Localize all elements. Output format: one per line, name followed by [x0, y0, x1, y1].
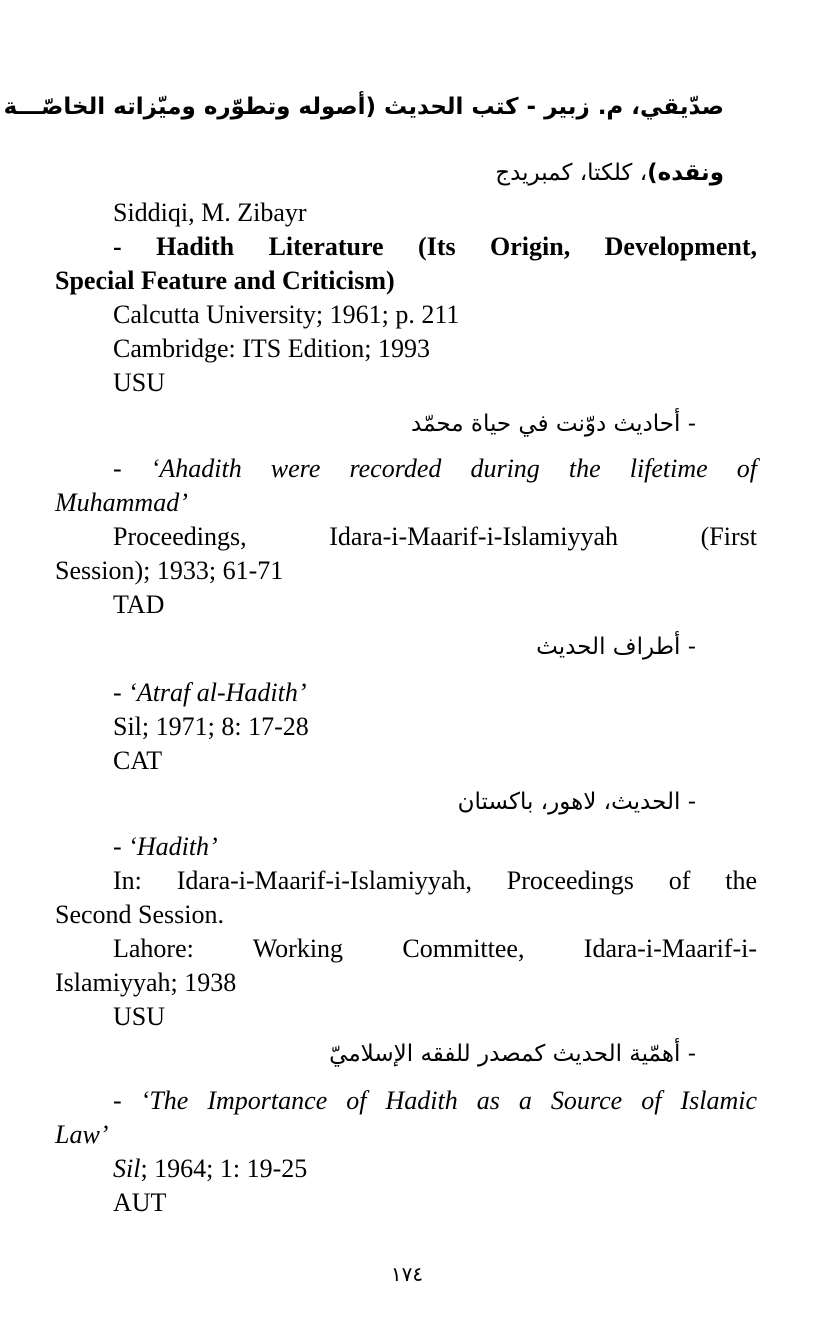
- entry-5-title-line-2: Law’: [55, 1120, 109, 1149]
- author-line: [55, 196, 757, 230]
- entry-2-title-line-1: - ‘Ahadith were recorded during the lifetime of: [113, 454, 757, 483]
- entry-4-title: - ‘Hadith’: [113, 832, 218, 861]
- entry-5-title-line-1: - ‘The Importance of Hadith as a Source of Islamic: [113, 1086, 757, 1115]
- entry-3-code: CAT: [113, 746, 163, 775]
- entry-4-pub-line-1: In: Idara-i-Maarif-i-Islamiyyah, Proceedings of the: [113, 866, 757, 895]
- entry-1-title-line-2: Special Feature and Criticism): [55, 266, 395, 295]
- entry-5-pub-rest: ; 1964; 1: 19-25: [140, 1154, 308, 1183]
- entry-2-pub-line-1: Proceedings, Idara-i-Maarif-i-Islamiyyah (First: [113, 522, 757, 551]
- entry-1-title: [55, 230, 757, 298]
- entry-4-pub2-line-2: Islamiyyah; 1938: [55, 968, 237, 997]
- page-number: ١٧٤: [390, 1262, 424, 1286]
- entry-1-details: [55, 298, 757, 400]
- entry-2-pub-line-2: Session); 1933; 61-71: [55, 556, 284, 585]
- entry-5-arabic: - أهمّية الحديث كمصدر للفقه الإسلاميّ: [329, 1041, 696, 1067]
- entry-4-pub-line-2: Second Session.: [55, 900, 224, 929]
- arabic-header-line-1: صدّيقي، م. زبير - كتب الحديث (أصوله وتطوّره وميّزاته الخاصّـــة: [3, 94, 724, 120]
- entry-5-code: AUT: [113, 1188, 167, 1217]
- author-name: Siddiqi, M. Zibayr: [113, 198, 307, 227]
- entry-3-title: - ‘Atraf al-Hadith’: [113, 678, 307, 707]
- entry-1-pub-1: Calcutta University; 1961; p. 211: [113, 300, 460, 329]
- entry-2-title: [55, 452, 757, 520]
- entry-2-details: [55, 520, 757, 622]
- entry-1-code: USU: [113, 368, 166, 397]
- entry-3-details: [55, 676, 757, 778]
- arabic-header-rest: ، كلكتا، كمبريدج: [495, 160, 648, 186]
- entry-2-arabic: - أحاديث دوّنت في حياة محمّد: [411, 411, 696, 437]
- entry-4-arabic: - الحديث، لاهور، باكستان: [457, 789, 696, 815]
- entry-5-pub: [55, 1152, 757, 1186]
- entry-5-pub-journal: Sil: [113, 1154, 141, 1183]
- entry-4-details: [55, 830, 757, 1034]
- arabic-header-line-2: [495, 160, 724, 186]
- entry-4-pub2-line-1: Lahore: Working Committee, Idara-i-Maarif-i-: [113, 934, 757, 963]
- entry-3-arabic: - أطراف الحديث: [536, 634, 696, 660]
- entry-2-code: TAD: [113, 590, 165, 619]
- entry-1-title-line-1: - Hadith Literature (Its Origin, Development,: [113, 232, 757, 261]
- entry-1-pub-2: Cambridge: ITS Edition; 1993: [113, 334, 431, 363]
- entry-2-title-line-2: Muhammad’: [55, 488, 188, 517]
- arabic-header-bold: ونقده): [647, 160, 724, 186]
- entry-5-details: [55, 1084, 757, 1220]
- entry-4-code: USU: [113, 1002, 166, 1031]
- entry-3-pub: Sil; 1971; 8: 17-28: [113, 712, 309, 741]
